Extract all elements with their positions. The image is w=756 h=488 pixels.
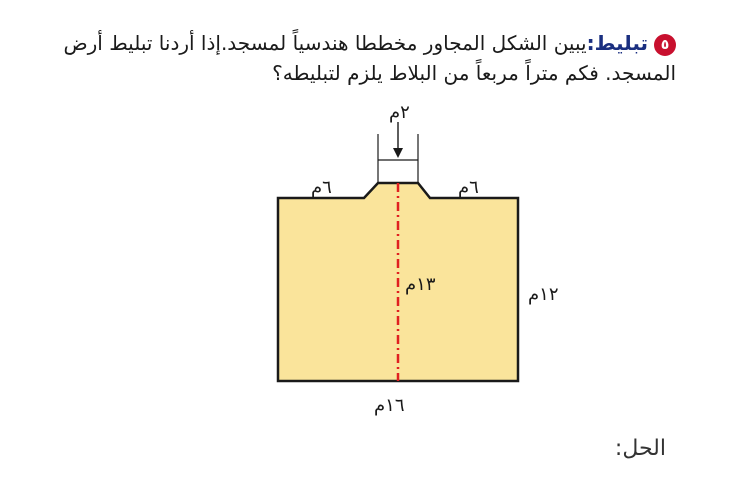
arrow-down-icon bbox=[393, 148, 403, 158]
right-top-label: ٦م bbox=[458, 177, 479, 198]
problem-number: ٥ bbox=[654, 34, 676, 56]
solution-label: الحل: bbox=[614, 436, 666, 461]
left-top-label: ٦م bbox=[311, 177, 332, 198]
bottom-width-label: ١٦م bbox=[374, 395, 405, 416]
side-height-label: ١٢م bbox=[528, 284, 559, 305]
problem-text: يبين الشكل المجاور مخططا هندسياً لمسجد.إذا أردنا تبليط أرض المسجد. فكم متراً مربعاً من البلاط يلزم لتبليطه؟ bbox=[63, 31, 676, 85]
problem-keyword: تبليط: bbox=[586, 31, 648, 55]
top-width-label: ٢م bbox=[389, 102, 410, 123]
center-height-label: ١٣م bbox=[405, 274, 436, 295]
